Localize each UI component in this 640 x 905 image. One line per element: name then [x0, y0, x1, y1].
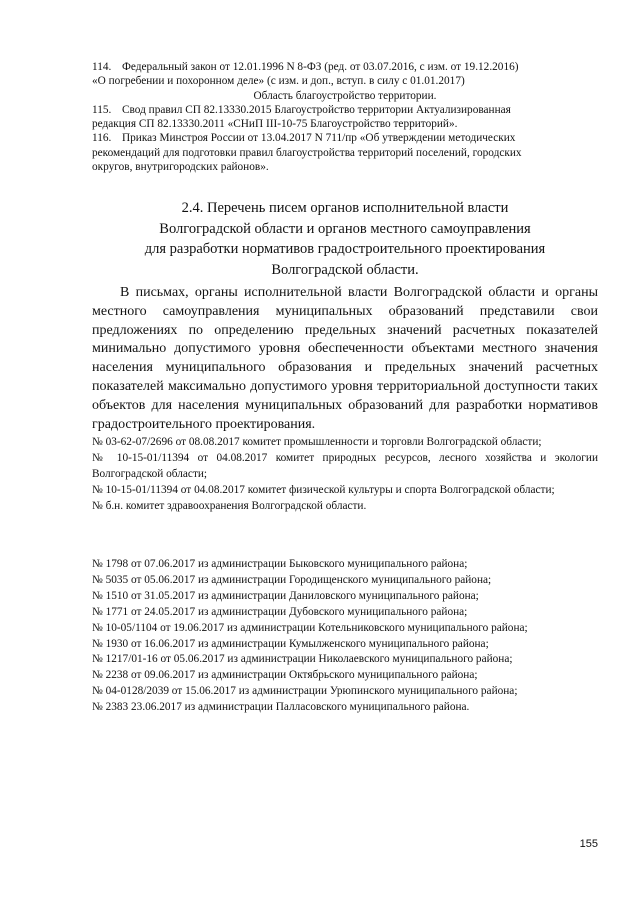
heading-line: 2.4. Перечень писем органов исполнительной власти	[181, 200, 509, 216]
letter-item: № 2383 23.06.2017 из администрации Палласовского муниципального района.	[92, 701, 470, 714]
letter-item: № 04-0128/2039 от 15.06.2017 из администрации Урюпинского муниципального района;	[92, 685, 518, 698]
reference-text: редакция СП 82.13330.2011 «СНиП III-10-75 Благоустройство территорий».	[92, 118, 458, 131]
letter-item: № 10-15-01/11394 от 04.08.2017 комитет физической культуры и спорта Волгоградской области;	[92, 483, 555, 496]
reference-text: рекомендаций для подготовки правил благоустройства территорий поселений, городских	[92, 146, 522, 159]
heading-line: Волгоградской области.	[271, 261, 419, 278]
reference-item	[92, 131, 598, 145]
body-paragraph: В письмах, органы исполнительной власти Волгоградской области и органы местного самоуправления муниципальных образований представили свои предложениях по определению предельных значений расчетных показателей минимально допустимого уровня обеспеченности объектами местного значения населения муниципального образования и предельных значений расчетных показателей максимально допустимого уровня территориальной доступности таких объектов для населения муниципальных образований для разработки нормативов градостроительного проектирования.	[92, 285, 598, 432]
heading-line: Волгоградской области и органов местного самоуправления	[159, 220, 531, 237]
letter-item: № 2238 от 09.06.2017 из администрации Октябрьского муниципального района;	[92, 669, 478, 682]
reference-item	[92, 103, 598, 117]
reference-text: округов, внутригородских районов».	[92, 161, 269, 174]
reference-number: 116.	[92, 132, 112, 145]
municipal-letters-list	[92, 557, 598, 716]
letter-item: № 1930 от 16.06.2017 из администрации Кумылженского муниципального района;	[92, 637, 489, 650]
letter-item: № 1217/01-16 от 05.06.2017 из администрации Николаевского муниципального района;	[92, 653, 513, 666]
reference-text: Федеральный закон от 12.01.1996 N 8-ФЗ (ред. от 03.07.2016, с изм. от 19.12.2016)	[122, 61, 519, 73]
heading-line: для разработки нормативов градостроительного проектирования	[144, 241, 546, 257]
regional-letters-list	[92, 435, 598, 515]
letter-item: № 5035 от 05.06.2017 из администрации Городищенского муниципального района;	[92, 573, 492, 586]
reference-item	[92, 60, 598, 74]
reference-number: 115.	[92, 103, 112, 116]
letter-item: № 03-62-07/2696 от 08.08.2017 комитет промышленности и торговли Волгоградской области;	[92, 436, 542, 448]
letter-item: № 1771 от 24.05.2017 из администрации Дубовского муниципального района;	[92, 605, 468, 618]
letter-item: № 10-15-01/11394 от 04.08.2017 комитет природных ресурсов, лесного хозяйства и экологии Волгоградской области;	[92, 451, 598, 480]
letter-item: № 1510 от 31.05.2017 из администрации Даниловского муниципального района;	[92, 589, 479, 602]
reference-number: 114.	[92, 61, 112, 73]
letter-item: № 10-05/1104 от 19.06.2017 из администрации Котельниковского муниципального района;	[92, 621, 528, 634]
letter-item: № 1798 от 07.06.2017 из администрации Быковского муниципального района;	[92, 558, 468, 570]
page-number: 155	[579, 838, 598, 850]
reference-text: Свод правил СП 82.13330.2015 Благоустройство территории Актуализированная	[122, 103, 511, 116]
reference-list	[92, 60, 598, 174]
section-heading	[92, 198, 598, 280]
reference-text: Приказ Минстроя России от 13.04.2017 N 711/пр «Об утверждении методических	[122, 132, 516, 145]
letter-item: № б.н. комитет здравоохранения Волгоградской области.	[92, 499, 367, 512]
reference-text: Область благоустройство территории.	[253, 89, 437, 102]
reference-text: «О погребении и похоронном деле» (с изм. и доп., вступ. в силу с 01.01.2017)	[92, 75, 465, 88]
